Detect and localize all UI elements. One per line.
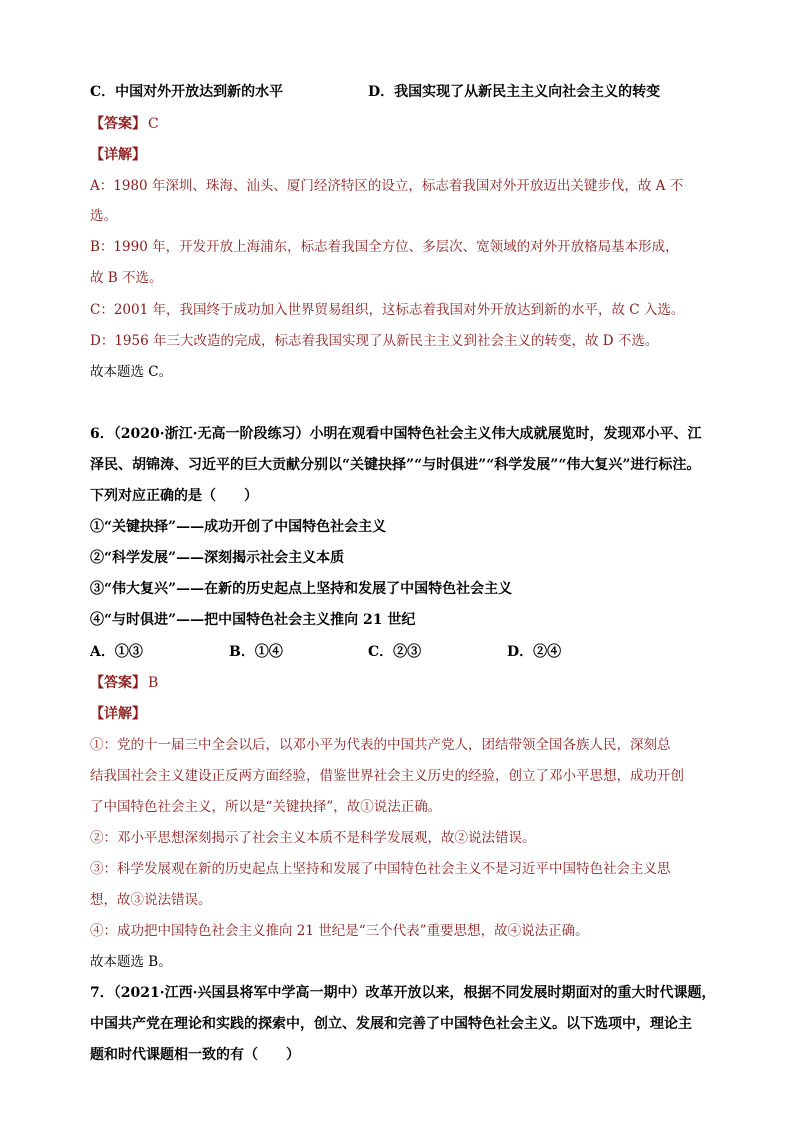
q6-detail-tag: 【详解】 [90,706,146,722]
q6-explanation-line: ④：成功把中国特色社会主义推向 21 世纪是“三个代表”重要思想，故④说法正确。 [90,923,589,939]
q6-answer [90,673,710,693]
q7-stem-line: 中国共产党在理论和实践的探索中，创立、发展和完善了中国特色社会主义。以下选项中，理论主 [90,1016,692,1032]
q6-statement-2: ②“科学发展”——深刻揭示社会主义本质 [90,550,345,566]
q5-explanation-line: 故 B 不选。 [90,270,163,286]
q6-statement-3: ③“伟大复兴”——在新的历史起点上坚持和发展了中国特色社会主义 [90,581,513,597]
q6-explanation-line: 了中国特色社会主义，所以是“关键抉择”，故①说法正确。 [90,799,442,815]
q5-explanation-line: 选。 [90,208,117,224]
q5-explanation-line: C：2001 年，我国终于成功加入世界贸易组织，这标志着我国对外开放达到新的水平，故 C 入选。 [90,302,685,318]
q6-explanation-line: 想，故③说法错误。 [90,892,212,908]
q5-explanation-line: B：1990 年，开发开放上海浦东，标志着我国全方位、多层次、宽领域的对外开放格局基本形成， [90,239,679,255]
answer-value: C [148,116,159,132]
q6-stem-line: 下列对应正确的是（ ） [90,488,258,504]
q6-explanation-line: ①：党的十一届三中全会以后，以邓小平为代表的中国共产党人，团结带领全国各族人民，深刻总 [90,737,671,753]
q6-statement-4: ④“与时俱进”——把中国特色社会主义推向 21 世纪 [90,612,416,628]
q6-conclusion: 故本题选 B。 [90,954,172,970]
q5-conclusion: 故本题选 C。 [90,364,173,380]
q7-stem-line: 题和时代课题相一致的有（ ） [90,1047,300,1063]
q6-option-a: A．①③ [90,644,143,660]
q6-explanation-line: ②：邓小平思想深刻揭示了社会主义本质不是科学发展观，故②说法错误。 [90,830,536,846]
q5-option-c: C．中国对外开放达到新的水平 [90,84,284,100]
answer-value: B [148,675,159,691]
q6-explanation-line: ③：科学发展观在新的历史起点上坚持和发展了中国特色社会主义不是习近平中国特色社会主义思 [90,861,671,877]
q6-stem-line: 6．（2020·浙江·无高一阶段练习）小明在观看中国特色社会主义伟大成就展览时，发现邓小平、江 [90,426,702,442]
answer-tag: 【答案】 [90,116,146,132]
q6-option-d: D．②④ [507,644,562,660]
q5-option-d: D．我国实现了从新民主主义向社会主义的转变 [368,84,661,100]
answer-tag: 【答案】 [90,675,146,691]
q5-explanation-line: A：1980 年深圳、珠海、汕头、厦门经济特区的设立，标志着我国对外开放迈出关键步伐，故 A 不 [90,178,684,194]
q6-option-b: B．①④ [229,644,283,660]
q7-stem-line: 7．（2021·江西·兴国县将军中学高一期中）改革开放以来，根据不同发展时期面对的重大时代课题， [90,985,716,1001]
q6-stem-line: 泽民、胡锦涛、习近平的巨大贡献分别以“关键抉择”“与时俱进”“科学发展”“伟大复兴”进行标注。 [90,457,701,473]
q6-statement-1: ①“关键抉择”——成功开创了中国特色社会主义 [90,519,387,535]
q6-option-c: C．②③ [368,644,422,660]
q5-explanation-line: D：1956 年三大改造的完成，标志着我国实现了从新民主主义到社会主义的转变，故 D 不选。 [90,333,659,349]
q6-explanation-line: 结我国社会主义建设正反两方面经验，借鉴世界社会主义历史的经验，创立了邓小平思想，成功开创 [90,768,684,784]
q5-answer [90,114,710,134]
q5-detail-tag: 【详解】 [90,147,146,163]
